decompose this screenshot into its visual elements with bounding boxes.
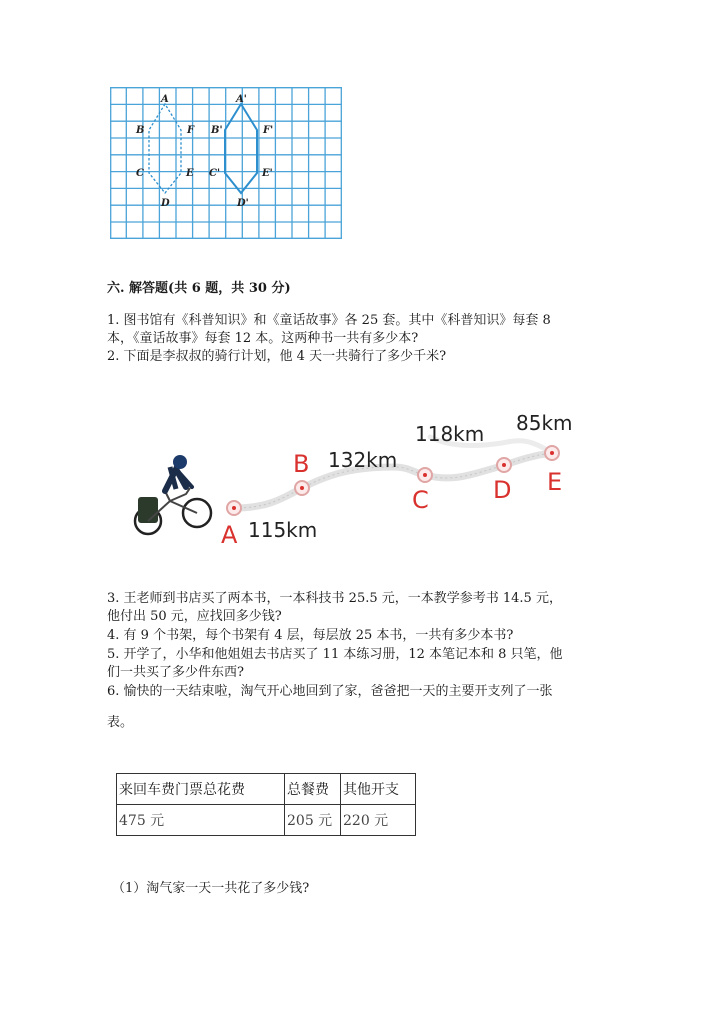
cyclist-icon: [135, 455, 211, 534]
question-4: 4. 有 9 个书架，每个书架有 4 层，每层放 25 本书，一共有多少本书?: [107, 628, 514, 643]
table-header-row: [117, 774, 416, 805]
label-e: E: [186, 168, 194, 179]
question-5-line-1: 5. 开学了，小华和他姐姐去书店买了 11 本练习册，12 本笔记本和 8 只笔，他: [107, 647, 563, 662]
label-d: D: [161, 198, 170, 209]
label-e-prime: E': [262, 168, 273, 179]
distance-bc: 132km: [328, 448, 398, 472]
question-3-line-1: 3. 王老师到书店买了两本书，一本科技书 25.5 元，一本教学参考书 14.5 元，: [107, 591, 562, 606]
distance-ab: 115km: [248, 518, 318, 542]
point-e-label: E: [547, 468, 563, 496]
cost-table: [116, 773, 416, 836]
label-b: B: [136, 125, 145, 136]
point-a-label: A: [221, 521, 238, 549]
label-b-prime: B': [211, 125, 223, 136]
label-a-prime: A': [236, 94, 247, 105]
label-c-prime: C': [209, 168, 221, 179]
question-3-line-2: 他付出 50 元，应找回多少钱?: [107, 609, 282, 624]
point-d-label: D: [493, 476, 512, 504]
label-d-prime: D': [237, 198, 249, 209]
hexagon-grid-figure: [110, 87, 342, 239]
question-6-sub-1: （1）淘气家一天一共花了多少钱?: [112, 881, 310, 896]
question-1-line-1: 1. 图书馆有《科普知识》和《童话故事》各 25 套。其中《科普知识》每套 8: [107, 313, 551, 328]
table-header-cell: 总餐费: [285, 774, 341, 805]
question-6-line-1: 6. 愉快的一天结束啦，淘气开心地回到了家，爸爸把一天的主要开支列了一张: [107, 684, 553, 699]
question-1-line-2: 本，《童话故事》每套 12 本。这两种书一共有多少本?: [107, 331, 419, 346]
point-c-label: C: [412, 486, 429, 514]
table-row: [117, 805, 416, 836]
point-b-label: B: [293, 450, 310, 478]
moved-hexagon: [225, 104, 257, 193]
table-header-cell: 来回车费门票总花费: [117, 774, 285, 805]
label-a: A: [161, 94, 169, 105]
distance-de: 85km: [516, 411, 573, 435]
distance-cd: 118km: [415, 422, 485, 446]
table-cell: 220 元: [341, 805, 416, 836]
question-2: 2. 下面是李叔叔的骑行计划，他 4 天一共骑行了多少千米?: [107, 349, 447, 364]
label-f: F: [187, 125, 195, 136]
table-header-cell: 其他开支: [341, 774, 416, 805]
cycling-route-figure: [130, 395, 600, 555]
section-heading: 六. 解答题(共 6 题，共 30 分): [107, 281, 291, 296]
question-5-line-2: 们一共买了多少件东西?: [107, 665, 244, 680]
table-cell: 475 元: [117, 805, 285, 836]
label-c: C: [136, 168, 144, 179]
question-6-line-2: 表。: [107, 715, 134, 730]
table-cell: 205 元: [285, 805, 341, 836]
label-f-prime: F': [263, 125, 274, 136]
